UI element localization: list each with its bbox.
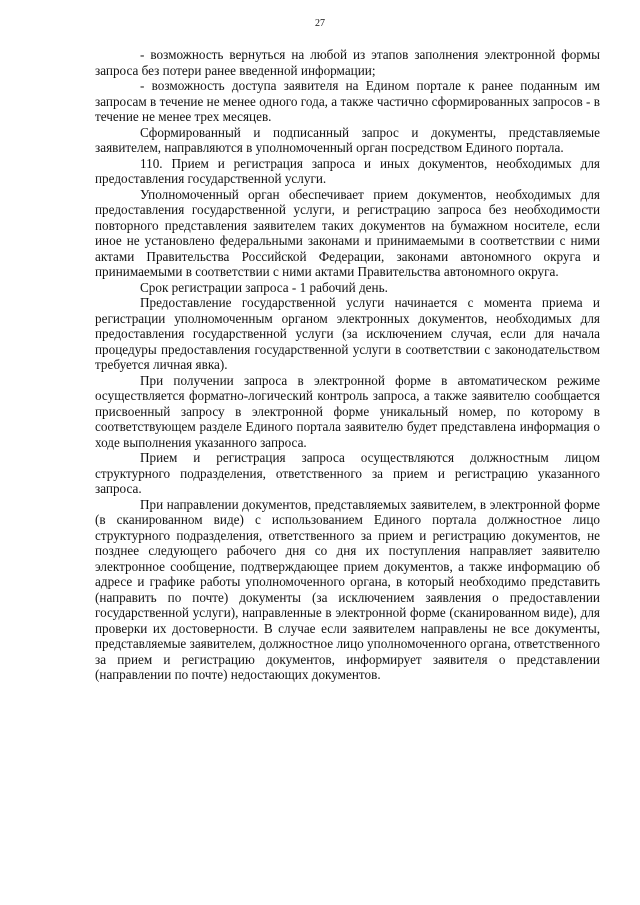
paragraph: - возможность доступа заявителя на Едином портале к ранее поданным им запросам в течение не менее одного года, а также частично сформированных запросов - в течение не менее трех месяцев. (95, 78, 600, 124)
paragraph: - возможность вернуться на любой из этапов заполнения электронной формы запроса без потери ранее введенной информации; (95, 47, 600, 78)
page-number: 27 (315, 18, 325, 29)
paragraph: Прием и регистрация запроса осуществляются должностным лицом структурного подразделения, ответственного за прием и регистрацию указанного запроса. (95, 450, 600, 496)
paragraph: Предоставление государственной услуги начинается с момента приема и регистрации уполномоченным органом электронных документов, необходимых для предоставления государственной услуги (за исключением случая, если для начала процедуры предоставления государственной услуги в соответствии с законодательством требуется личная явка). (95, 295, 600, 372)
paragraph: При направлении документов, представляемых заявителем, в электронной форме (в сканированном виде) с использованием Единого портала должностное лицо структурного подразделения, ответственного за прием и регистрацию документов, не позднее следующего рабочего дня со дня их поступления направляет заявителю электронное сообщение, подтверждающее прием документов, а также информацию об адресе и графике работы уполномоченного органа, в который необходимо представить (направить по почте) документы (за исключением заявления о предоставлении государственной услуги), направленные в электронной форме (сканированном виде), для проверки их достоверности. В случае если заявителем направлены не все документы, представляемые заявителем, должностное лицо уполномоченного органа, ответственного за прием и регистрацию документов, информирует заявителя о представлении (направлении по почте) недостающих документов. (95, 496, 600, 682)
paragraph: Уполномоченный орган обеспечивает прием документов, необходимых для предоставления государственной услуги, и регистрацию запроса без необходимости повторного представления заявителем таких документов на бумажном носителе, если иное не установлено федеральными законами и принимаемыми в соответствии с ними актами Правительства Российской Федерации, законами автономного округа и принимаемыми в соответствии с ними актами Правительства автономного округа. (95, 186, 600, 279)
paragraph: Срок регистрации запроса - 1 рабочий день. (140, 279, 388, 295)
section-heading-110: 110. Прием и регистрация запроса и иных документов, необходимых для предоставления государственной услуги. (95, 155, 600, 186)
paragraph: При получении запроса в электронной форме в автоматическом режиме осуществляется форматно-логический контроль запроса, а также заявителю сообщается присвоенный запросу в электронной форме уникальный номер, по которому в соответствующем разделе Единого портала заявителю будет представлена информация о ходе выполнения указанного запроса. (95, 372, 600, 450)
paragraph: Сформированный и подписанный запрос и документы, представляемые заявителем, направляются в уполномоченный орган посредством Единого портала. (95, 124, 600, 155)
document-body (95, 47, 600, 683)
